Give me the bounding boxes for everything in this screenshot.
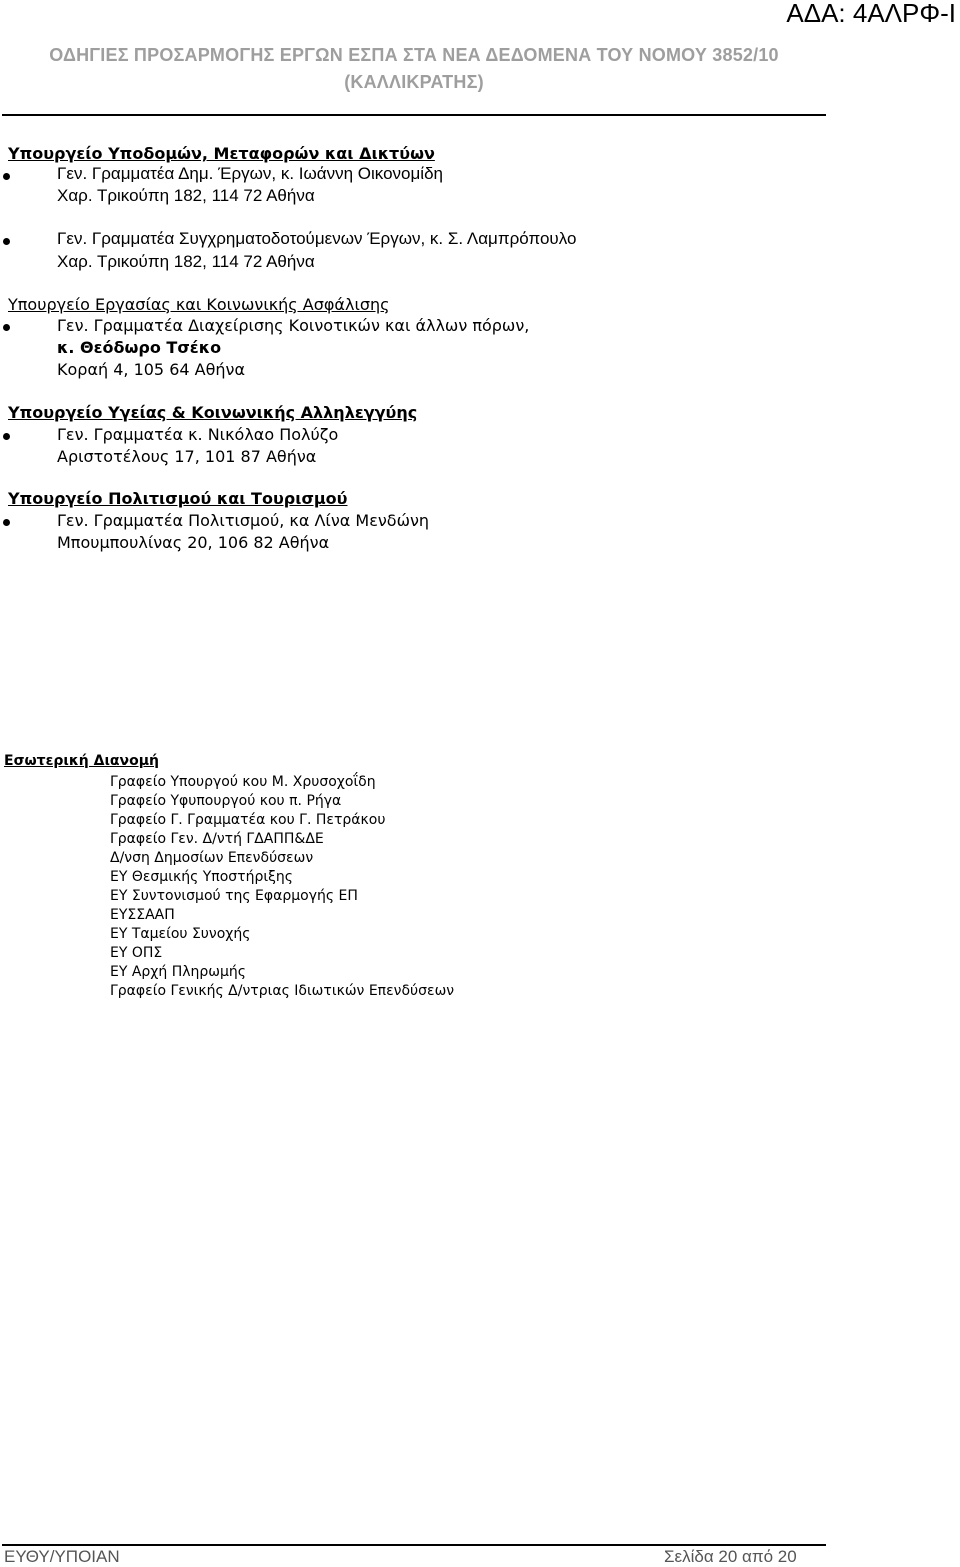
header-divider: [2, 114, 826, 116]
recipient-line: Γεν. Γραμματέα Διαχείρισης Κοινοτικών και άλλων πόρων,: [57, 316, 530, 335]
ada-code: ΑΔΑ: 4ΑΛΡΦ-Ι: [786, 0, 956, 28]
list-text: ΕΥ Συντονισμού της Εφαρμογής ΕΠ: [110, 888, 358, 904]
header-line-1: ΟΔΗΓΙΕΣ ΠΡΟΣΑΡΜΟΓΗΣ ΕΡΓΩΝ ΕΣΠΑ ΣΤΑ ΝΕΑ ΔΕΔΟΜΕΝΑ ΤΟΥ ΝΟΜΟΥ 3852/10: [49, 45, 779, 65]
footer-divider: [2, 1544, 826, 1546]
recipient-line: Γεν. Γραμματέα Συγχρηματοδοτούμενων Έργων, κ. Σ. Λαμπρόπουλο: [57, 229, 577, 248]
bullet-icon: [3, 433, 10, 440]
recipient-address: Κοραή 4, 105 64 Αθήνα: [57, 360, 245, 379]
recipient-line: Γεν. Γραμματέα κ. Νικόλαο Πολύζο: [57, 425, 339, 444]
list-text: Δ/νση Δημοσίων Επενδύσεων: [110, 850, 314, 866]
list-text: ΕΥ Θεσμικής Υποστήριξης: [110, 869, 293, 885]
list-text: ΕΥΣΣΑΑΠ: [110, 907, 175, 923]
list-text: ΕΥ Αρχή Πληρωμής: [110, 964, 247, 980]
recipient-address: Χαρ. Τρικούπη 182, 114 72 Αθήνα: [57, 186, 315, 205]
bullet-icon: [3, 519, 10, 526]
header-line-2: (ΚΑΛΛΙΚΡΑΤΗΣ): [344, 72, 484, 92]
bullet-icon: [3, 173, 10, 180]
list-text: Γραφείο Υφυπουργού κου π. Ρήγα: [110, 793, 342, 809]
list-text: Γραφείο Υπουργού κου Μ. Χρυσοχοΐδη: [110, 774, 376, 790]
section-heading-health: Υπουργείο Υγείας & Κοινωνικής Αλληλεγγύης: [8, 403, 418, 422]
recipient-name: κ. Θεόδωρο Τσέκο: [57, 338, 222, 357]
list-text: Γραφείο Γενικής Δ/ντριας Ιδιωτικών Επενδύσεων: [110, 983, 455, 999]
section-heading-labour: Υπουργείο Εργασίας και Κοινωνικής Ασφάλισης: [8, 295, 390, 314]
internal-distribution-title: Εσωτερική Διανομή: [4, 753, 159, 769]
list-text: ΕΥ Ταμείου Συνοχής: [110, 926, 251, 942]
recipient-line: Γεν. Γραμματέα Πολιτισμού, κα Λίνα Μενδώνη: [57, 511, 430, 530]
list-text: Γραφείο Γ. Γραμματέα κου Γ. Πετράκου: [110, 812, 386, 828]
recipient-address: Μπουμπουλίνας 20, 106 82 Αθήνα: [57, 533, 330, 552]
recipient-line: Γεν. Γραμματέα Δημ. Έργων, κ. Ιωάννη Οικονομίδη: [57, 164, 443, 183]
bullet-icon: [3, 324, 10, 331]
footer-department: ΕΥΘΥ/ΥΠΟΙΑΝ: [4, 1547, 120, 1566]
footer-page-number: Σελίδα 20 από 20: [664, 1547, 797, 1566]
document-header: [0, 42, 828, 96]
section-heading-infrastructure: Υπουργείο Υποδομών, Μεταφορών και Δικτύων: [8, 144, 435, 163]
list-text: Γραφείο Γεν. Δ/ντή ΓΔΑΠΠ&ΔΕ: [110, 831, 324, 847]
bullet-icon: [3, 238, 10, 245]
section-heading-culture: Υπουργείο Πολιτισμού και Τουρισμού: [8, 489, 348, 508]
recipient-address: Αριστοτέλους 17, 101 87 Αθήνα: [57, 447, 317, 466]
recipient-address: Χαρ. Τρικούπη 182, 114 72 Αθήνα: [57, 252, 315, 271]
list-text: ΕΥ ΟΠΣ: [110, 945, 163, 961]
